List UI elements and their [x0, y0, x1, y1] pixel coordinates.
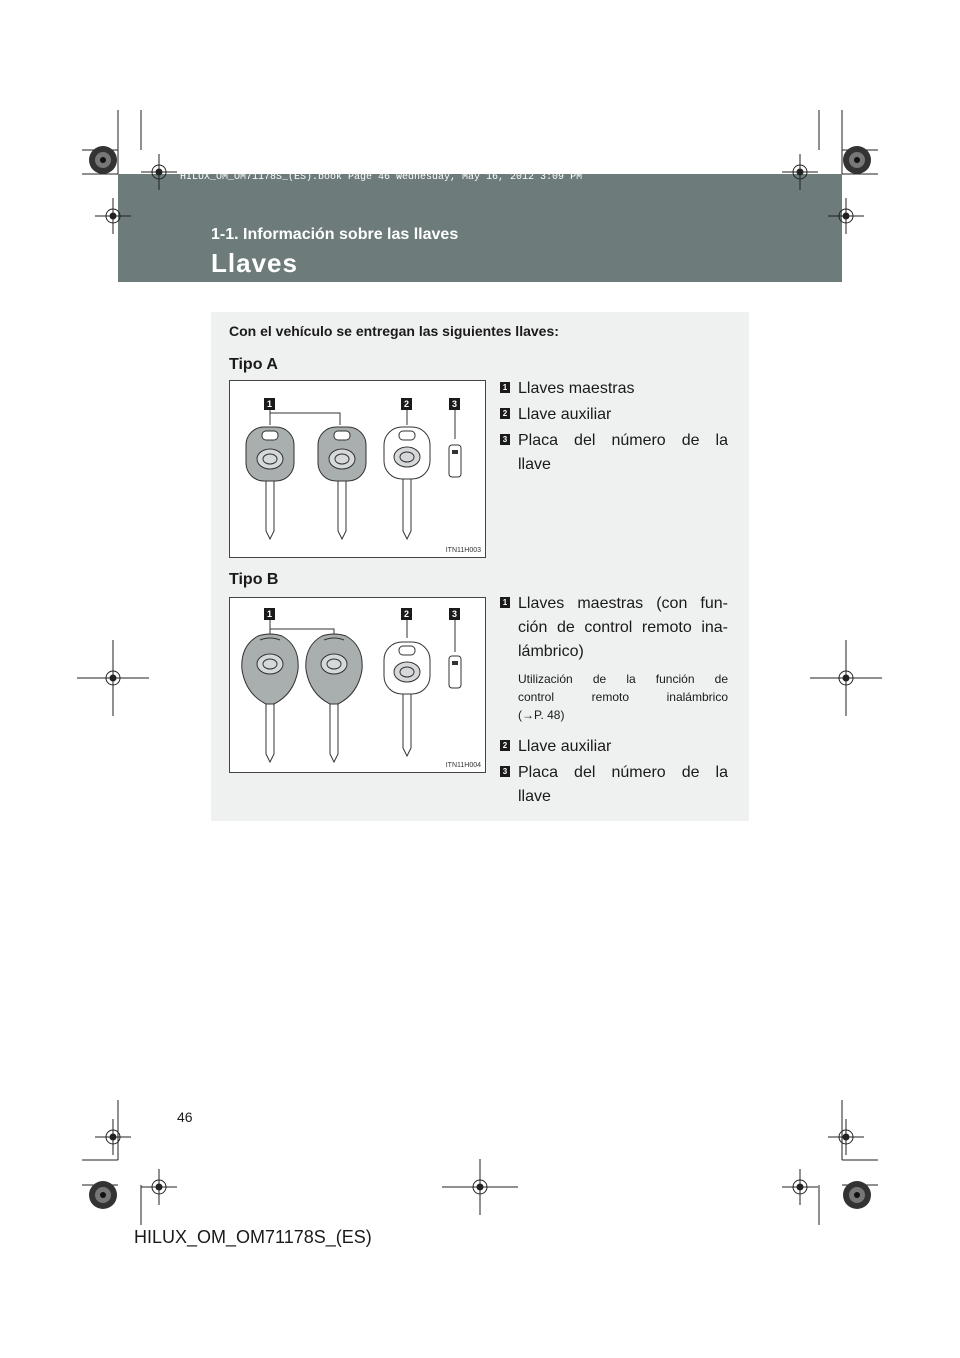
remote-master-key-2: [306, 634, 362, 762]
item-number: 3: [500, 766, 510, 777]
callout-3: 3: [449, 608, 460, 620]
callout-1: 1: [264, 608, 275, 620]
intro-text: Con el vehículo se entregan las siguientes llaves:: [229, 323, 559, 339]
file-stamp: HILUX_OM_OM71178S_(ES).book Page 46 Wednesday, May 16, 2012 3:09 PM: [180, 172, 583, 183]
key-number-plate: [449, 445, 461, 477]
callout-3: 3: [449, 398, 460, 410]
type-b-keys-illustration: [230, 598, 485, 772]
sub-key: [384, 427, 430, 539]
type-b-item-1: [500, 592, 728, 664]
item-text: Llave auxiliar: [518, 406, 612, 423]
page-title: Llaves: [211, 248, 298, 278]
remote-master-key-1: [242, 634, 298, 762]
type-b-figure: [229, 597, 486, 773]
page-reference-link[interactable]: (→P. 48): [518, 708, 565, 722]
callout-1: 1: [264, 398, 275, 410]
item-text-continued: lámbrico): [518, 643, 584, 660]
type-a-item-1: [500, 377, 728, 401]
item-text: Placa del número de la: [518, 432, 728, 449]
master-key-1: [246, 427, 294, 539]
remote-note-line-1: Utilización de la función de: [518, 672, 728, 686]
item-number: 2: [500, 740, 510, 751]
type-b-item-2: [500, 735, 728, 759]
item-text-continued: llave: [518, 788, 551, 805]
remote-note-line-2: control remoto inalámbrico: [518, 690, 728, 704]
document-id: HILUX_OM_OM71178S_(ES): [134, 1227, 372, 1247]
page-number: 46: [177, 1109, 193, 1125]
item-text: Llaves maestras (con fun-: [518, 595, 728, 612]
callout-2: 2: [401, 398, 412, 410]
type-b-heading: Tipo B: [229, 571, 279, 588]
type-a-figure: [229, 380, 486, 558]
item-text: Llave auxiliar: [518, 738, 612, 755]
type-b-item-3: [500, 761, 728, 809]
item-text-continued: llave: [518, 456, 551, 473]
type-a-item-3: [500, 429, 728, 477]
callout-2: 2: [401, 608, 412, 620]
type-a-heading: Tipo A: [229, 356, 278, 373]
figure-code: ITN11H004: [445, 762, 481, 769]
figure-code: ITN11H003: [445, 547, 481, 554]
item-text-continued: ción de control remoto ina-: [518, 619, 728, 636]
master-key-2: [318, 427, 366, 539]
type-a-item-2: [500, 403, 728, 427]
item-number: 1: [500, 382, 510, 393]
item-number: 1: [500, 597, 510, 608]
item-number: 3: [500, 434, 510, 445]
item-text: Llaves maestras: [518, 380, 635, 397]
key-number-plate: [449, 656, 461, 688]
sub-key: [384, 642, 430, 756]
item-number: 2: [500, 408, 510, 419]
section-heading: 1-1. Información sobre las llaves: [211, 226, 459, 243]
item-text: Placa del número de la: [518, 764, 728, 781]
